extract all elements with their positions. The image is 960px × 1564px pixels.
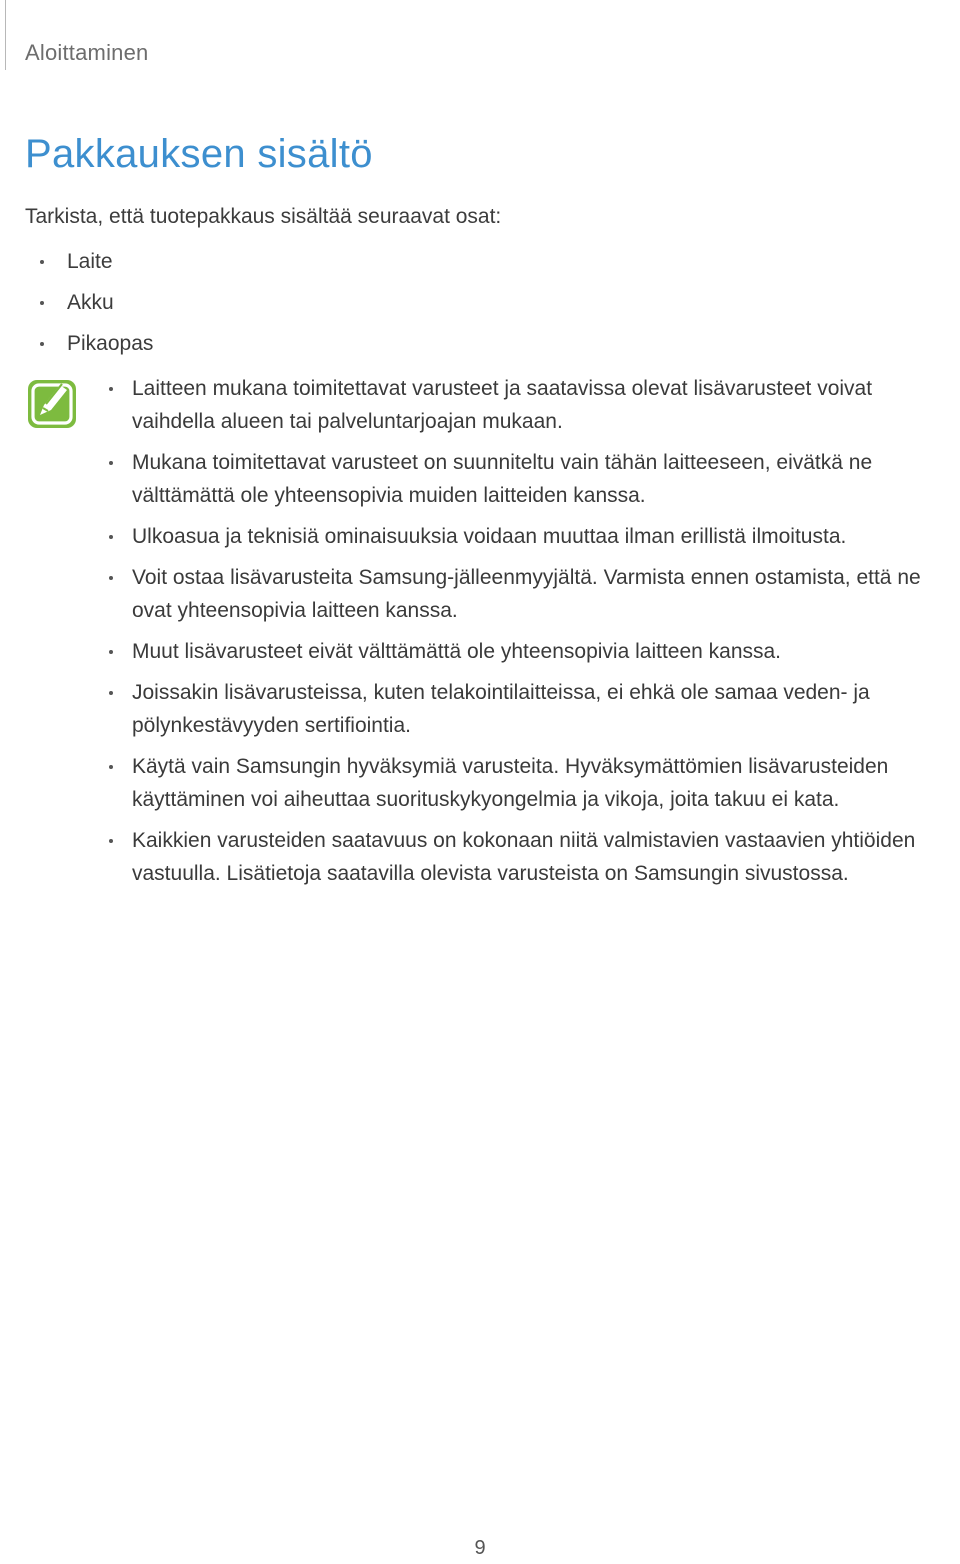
note-pencil-icon	[26, 377, 78, 431]
bullet-icon	[109, 535, 113, 539]
note-item	[100, 824, 960, 890]
list-item-text: Laite	[67, 250, 113, 273]
note-item	[100, 520, 960, 553]
bullet-icon	[109, 839, 113, 843]
bullet-icon	[40, 342, 44, 346]
note-item	[100, 635, 960, 668]
list-item	[25, 247, 153, 288]
note-text: Kaikkien varusteiden saatavuus on kokonaan niitä valmistavien vastaavien yhtiöiden vastuulla. Lisätietoja saatavilla olevista varusteista on Samsungin sivustossa.	[132, 829, 916, 885]
page-number: 9	[474, 1537, 486, 1559]
list-item-text: Akku	[67, 291, 114, 314]
note-item	[100, 676, 960, 742]
note-text: Laitteen mukana toimitettavat varusteet ja saatavissa olevat lisävarusteet voivat vaihdella alueen tai palveluntarjoajan mukaan.	[132, 377, 873, 433]
note-item	[100, 446, 960, 512]
bullet-icon	[109, 387, 113, 391]
list-item-text: Pikaopas	[67, 332, 154, 355]
bullet-icon	[109, 691, 113, 695]
bullet-icon	[40, 301, 44, 305]
note-item	[100, 750, 960, 816]
note-text: Muut lisävarusteet eivät välttämättä ole yhteensopivia laitteen kanssa.	[132, 640, 782, 663]
note-text: Ulkoasua ja teknisiä ominaisuuksia voidaan muuttaa ilman erillistä ilmoitusta.	[132, 525, 847, 548]
list-item	[25, 329, 153, 370]
bullet-icon	[109, 461, 113, 465]
note-item	[100, 372, 960, 438]
notes-list	[100, 372, 960, 898]
note-text: Mukana toimitettavat varusteet on suunniteltu vain tähän laitteeseen, eivätkä ne välttämättä ole yhteensopivia muiden laitteiden kanssa.	[132, 451, 873, 507]
note-text: Voit ostaa lisävarusteita Samsung-jälleenmyyjältä. Varmista ennen ostamista, että ne ovat yhteensopivia laitteen kanssa.	[132, 566, 921, 622]
page-edge-line	[5, 0, 6, 70]
page-title: Pakkauksen sisältö	[25, 132, 373, 176]
package-contents-list	[25, 247, 153, 370]
list-item	[25, 288, 153, 329]
bullet-icon	[109, 576, 113, 580]
bullet-icon	[109, 650, 113, 654]
bullet-icon	[109, 765, 113, 769]
note-text: Joissakin lisävarusteissa, kuten telakointilaitteissa, ei ehkä ole samaa veden- ja pölynkestävyyden sertifiointia.	[132, 681, 870, 737]
section-label: Aloittaminen	[25, 40, 149, 65]
intro-text: Tarkista, että tuotepakkaus sisältää seuraavat osat:	[25, 205, 502, 228]
bullet-icon	[40, 260, 44, 264]
note-text: Käytä vain Samsungin hyväksymiä varusteita. Hyväksymättömien lisävarusteiden käyttäminen voi aiheuttaa suorituskykyongelmia ja vikoja, joita takuu ei kata.	[132, 755, 889, 811]
note-item	[100, 561, 960, 627]
